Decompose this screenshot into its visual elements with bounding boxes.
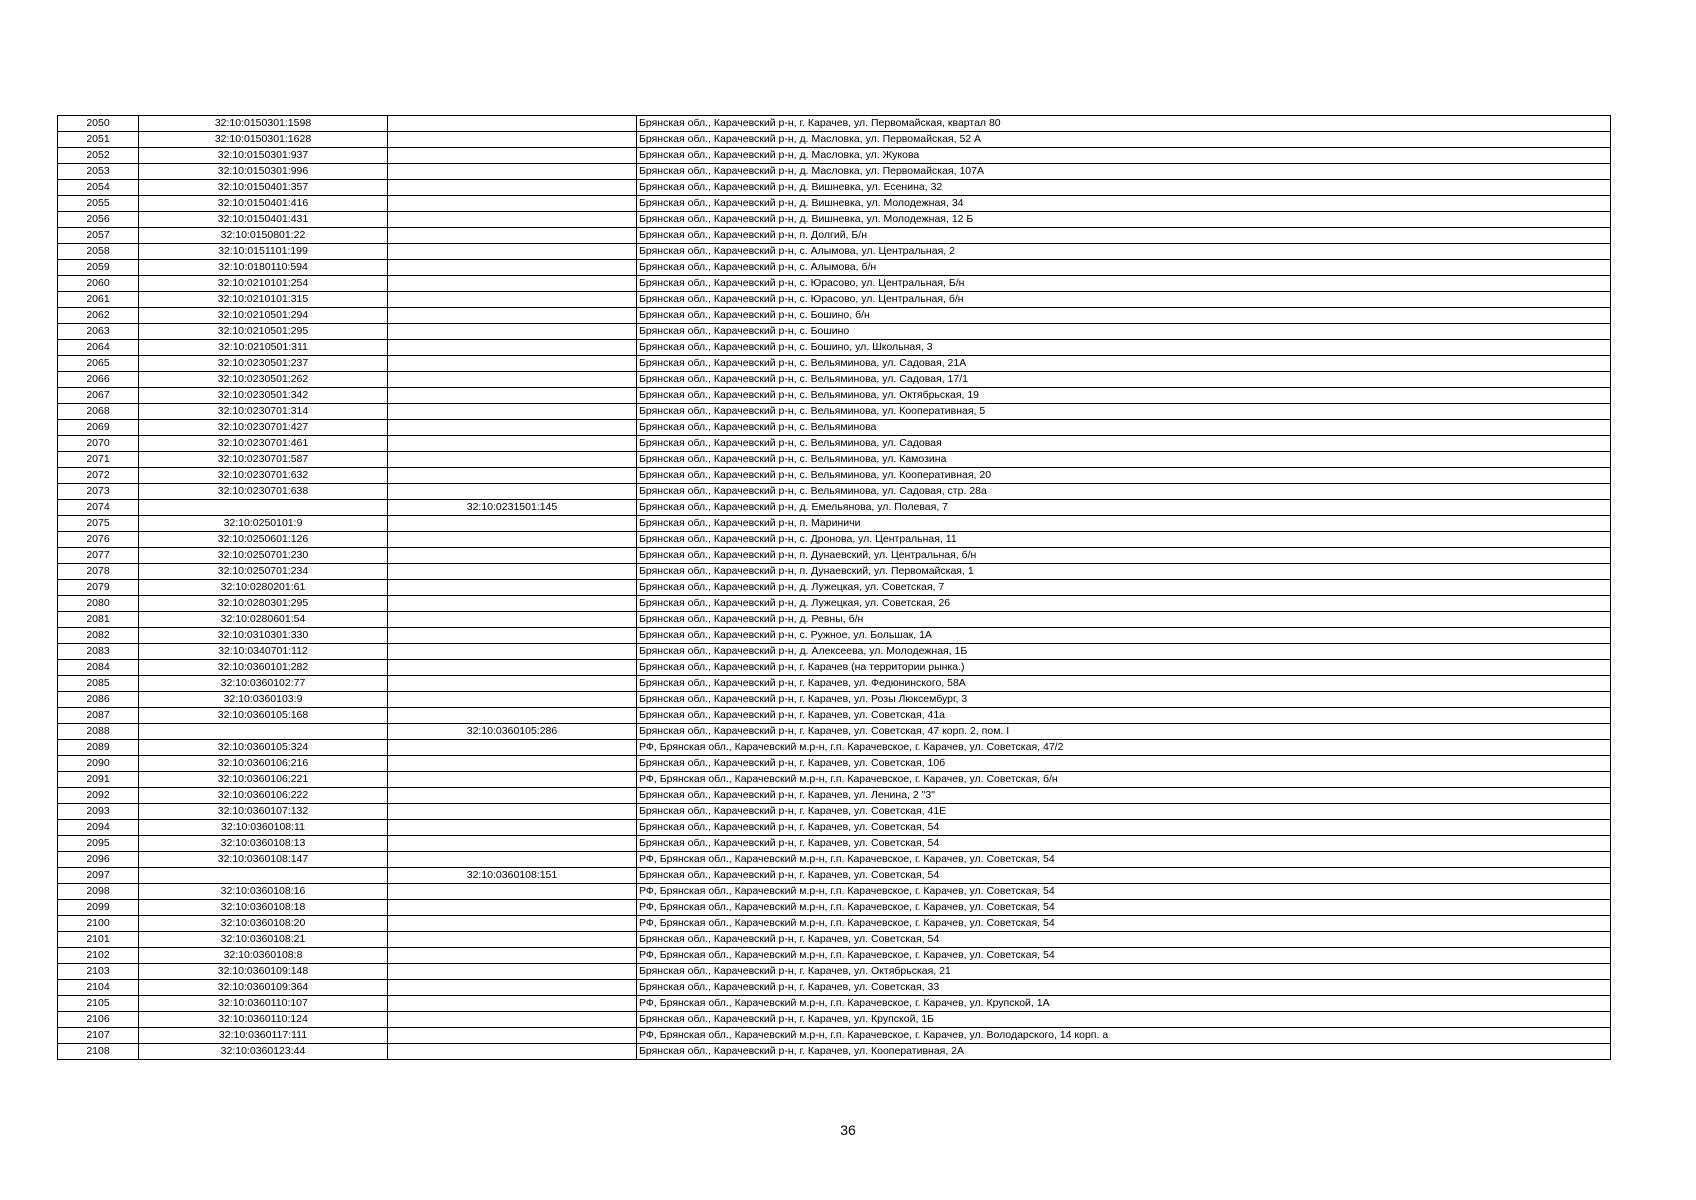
table-row: [58, 292, 1611, 308]
cadastral-number-alt-cell: [388, 628, 637, 644]
table-row: [58, 420, 1611, 436]
row-number-cell: 2092: [58, 788, 139, 804]
row-number-cell: 2106: [58, 1012, 139, 1028]
cadastral-number-cell: 32:10:0360102:77: [139, 676, 388, 692]
cadastral-number-cell: 32:10:0360106:216: [139, 756, 388, 772]
table-row: [58, 516, 1611, 532]
row-number-cell: 2075: [58, 516, 139, 532]
address-cell: Брянская обл., Карачевский р-н, с. Алымова, б/н: [637, 260, 1611, 276]
cadastral-number-alt-cell: [388, 996, 637, 1012]
cadastral-number-cell: 32:10:0230701:587: [139, 452, 388, 468]
row-number-cell: 2072: [58, 468, 139, 484]
table-row: [58, 884, 1611, 900]
address-cell: РФ, Брянская обл., Карачевский м.р-н, г.п. Карачевское, г. Карачев, ул. Советская, 54: [637, 852, 1611, 868]
cadastral-number-alt-cell: [388, 388, 637, 404]
cadastral-number-alt-cell: [388, 884, 637, 900]
table-row: [58, 1028, 1611, 1044]
row-number-cell: 2080: [58, 596, 139, 612]
row-number-cell: 2084: [58, 660, 139, 676]
address-cell: РФ, Брянская обл., Карачевский м.р-н, г.п. Карачевское, г. Карачев, ул. Советская, 54: [637, 948, 1611, 964]
cadastral-number-cell: 32:10:0360109:148: [139, 964, 388, 980]
cadastral-number-cell: 32:10:0210101:254: [139, 276, 388, 292]
cadastral-number-cell: 32:10:0230501:237: [139, 356, 388, 372]
cadastral-number-cell: 32:10:0230501:342: [139, 388, 388, 404]
address-cell: Брянская обл., Карачевский р-н, г. Карачев, ул. Советская, 33: [637, 980, 1611, 996]
cadastral-number-cell: 32:10:0360108:16: [139, 884, 388, 900]
row-number-cell: 2058: [58, 244, 139, 260]
cadastral-number-cell: [139, 500, 388, 516]
row-number-cell: 2050: [58, 116, 139, 132]
table-row: [58, 612, 1611, 628]
cadastral-number-alt-cell: [388, 420, 637, 436]
cadastral-number-alt-cell: [388, 740, 637, 756]
address-cell: Брянская обл., Карачевский р-н, с. Вельяминова, ул. Кооперативная, 20: [637, 468, 1611, 484]
address-cell: Брянская обл., Карачевский р-н, г. Карачев, ул. Советская, 41Е: [637, 804, 1611, 820]
address-cell: Брянская обл., Карачевский р-н, с. Вельяминова, ул. Садовая: [637, 436, 1611, 452]
address-cell: РФ, Брянская обл., Карачевский м.р-н, г.п. Карачевское, г. Карачев, ул. Советская, 54: [637, 900, 1611, 916]
address-cell: Брянская обл., Карачевский р-н, д. Масловка, ул. Жукова: [637, 148, 1611, 164]
cadastral-number-cell: 32:10:0360108:8: [139, 948, 388, 964]
address-cell: Брянская обл., Карачевский р-н, д. Вишневка, ул. Молодежная, 12 Б: [637, 212, 1611, 228]
address-cell: Брянская обл., Карачевский р-н, с. Бошино: [637, 324, 1611, 340]
cadastral-number-cell: 32:10:0360107:132: [139, 804, 388, 820]
table-row: [58, 468, 1611, 484]
cadastral-number-alt-cell: [388, 148, 637, 164]
table-row: [58, 244, 1611, 260]
address-cell: РФ, Брянская обл., Карачевский м.р-н, г.п. Карачевское, г. Карачев, ул. Советская, 47/2: [637, 740, 1611, 756]
table-row: [58, 868, 1611, 884]
cadastral-number-cell: 32:10:0360108:11: [139, 820, 388, 836]
row-number-cell: 2089: [58, 740, 139, 756]
table-row: [58, 340, 1611, 356]
table-row: [58, 724, 1611, 740]
table-row: [58, 212, 1611, 228]
cadastral-number-cell: 32:10:0360123:44: [139, 1044, 388, 1060]
address-cell: Брянская обл., Карачевский р-н, с. Вельяминова, ул. Садовая, 17/1: [637, 372, 1611, 388]
cadastral-number-cell: 32:10:0230701:314: [139, 404, 388, 420]
address-cell: Брянская обл., Карачевский р-н, с. Вельяминова, ул. Октябрьская, 19: [637, 388, 1611, 404]
row-number-cell: 2055: [58, 196, 139, 212]
table-row: [58, 980, 1611, 996]
cadastral-number-alt-cell: [388, 308, 637, 324]
cadastral-number-alt-cell: [388, 1028, 637, 1044]
address-cell: Брянская обл., Карачевский р-н, г. Карачев, ул. Советская, 10б: [637, 756, 1611, 772]
cadastral-number-cell: 32:10:0150401:357: [139, 180, 388, 196]
row-number-cell: 2053: [58, 164, 139, 180]
cadastral-number-alt-cell: [388, 820, 637, 836]
table-row: [58, 372, 1611, 388]
cadastral-number-cell: 32:10:0150301:1598: [139, 116, 388, 132]
address-cell: Брянская обл., Карачевский р-н, д. Вишневка, ул. Есенина, 32: [637, 180, 1611, 196]
cadastral-number-alt-cell: [388, 644, 637, 660]
cadastral-number-alt-cell: [388, 932, 637, 948]
address-cell: Брянская обл., Карачевский р-н, д. Масловка, ул. Первомайская, 107А: [637, 164, 1611, 180]
table-row: [58, 228, 1611, 244]
row-number-cell: 2071: [58, 452, 139, 468]
table-row: [58, 676, 1611, 692]
table-row: [58, 356, 1611, 372]
table-row: [58, 500, 1611, 516]
address-cell: Брянская обл., Карачевский р-н, г. Карачев, ул. Первомайская, квартал 80: [637, 116, 1611, 132]
table-row: [58, 180, 1611, 196]
address-cell: Брянская обл., Карачевский р-н, п. Мариничи: [637, 516, 1611, 532]
row-number-cell: 2096: [58, 852, 139, 868]
table-row: [58, 452, 1611, 468]
table-row: [58, 404, 1611, 420]
row-number-cell: 2076: [58, 532, 139, 548]
row-number-cell: 2068: [58, 404, 139, 420]
cadastral-number-cell: 32:10:0180110:594: [139, 260, 388, 276]
cadastral-number-cell: 32:10:0360103:9: [139, 692, 388, 708]
table-row: [58, 308, 1611, 324]
row-number-cell: 2065: [58, 356, 139, 372]
table-row: [58, 1044, 1611, 1060]
address-cell: Брянская обл., Карачевский р-н, г. Карачев, ул. Кооперативная, 2А: [637, 1044, 1611, 1060]
cadastral-number-cell: 32:10:0360108:18: [139, 900, 388, 916]
address-cell: Брянская обл., Карачевский р-н, с. Бошино, ул. Школьная, 3: [637, 340, 1611, 356]
table-row: [58, 436, 1611, 452]
cadastral-number-cell: 32:10:0360101:282: [139, 660, 388, 676]
row-number-cell: 2105: [58, 996, 139, 1012]
table-row: [58, 132, 1611, 148]
cadastral-number-alt-cell: [388, 900, 637, 916]
cadastral-number-cell: 32:10:0150801:22: [139, 228, 388, 244]
row-number-cell: 2064: [58, 340, 139, 356]
row-number-cell: 2095: [58, 836, 139, 852]
table-row: [58, 916, 1611, 932]
address-cell: Брянская обл., Карачевский р-н, д. Лужецкая, ул. Советская, 7: [637, 580, 1611, 596]
cadastral-number-cell: 32:10:0360109:364: [139, 980, 388, 996]
row-number-cell: 2108: [58, 1044, 139, 1060]
cadastral-number-alt-cell: [388, 852, 637, 868]
registry-table: [57, 115, 1611, 1060]
cadastral-number-alt-cell: [388, 548, 637, 564]
address-cell: Брянская обл., Карачевский р-н, г. Карачев, ул. Советская, 54: [637, 820, 1611, 836]
cadastral-number-alt-cell: [388, 772, 637, 788]
cadastral-number-cell: 32:10:0150301:937: [139, 148, 388, 164]
cadastral-number-alt-cell: [388, 836, 637, 852]
cadastral-number-alt-cell: [388, 372, 637, 388]
table-row: [58, 756, 1611, 772]
cadastral-number-cell: 32:10:0230701:427: [139, 420, 388, 436]
cadastral-number-alt-cell: 32:10:0360105:286: [388, 724, 637, 740]
table-row: [58, 964, 1611, 980]
table-row: [58, 932, 1611, 948]
address-cell: Брянская обл., Карачевский р-н, п. Долгий, Б/н: [637, 228, 1611, 244]
address-cell: РФ, Брянская обл., Карачевский м.р-н, г.п. Карачевское, г. Карачев, ул. Крупской, 1А: [637, 996, 1611, 1012]
cadastral-number-alt-cell: [388, 692, 637, 708]
cadastral-number-alt-cell: [388, 292, 637, 308]
cadastral-number-alt-cell: [388, 276, 637, 292]
table-row: [58, 564, 1611, 580]
address-cell: Брянская обл., Карачевский р-н, д. Масловка, ул. Первомайская, 52 А: [637, 132, 1611, 148]
row-number-cell: 2083: [58, 644, 139, 660]
row-number-cell: 2060: [58, 276, 139, 292]
row-number-cell: 2054: [58, 180, 139, 196]
address-cell: Брянская обл., Карачевский р-н, г. Карачев (на территории рынка.): [637, 660, 1611, 676]
row-number-cell: 2078: [58, 564, 139, 580]
cadastral-number-cell: 32:10:0340701:112: [139, 644, 388, 660]
cadastral-number-alt-cell: [388, 340, 637, 356]
row-number-cell: 2081: [58, 612, 139, 628]
address-cell: Брянская обл., Карачевский р-н, с. Юрасово, ул. Центральная, б/н: [637, 292, 1611, 308]
cadastral-number-alt-cell: [388, 516, 637, 532]
address-cell: Брянская обл., Карачевский р-н, г. Карачев, ул. Советская, 54: [637, 932, 1611, 948]
cadastral-number-alt-cell: [388, 228, 637, 244]
address-cell: Брянская обл., Карачевский р-н, с. Юрасово, ул. Центральная, Б/н: [637, 276, 1611, 292]
cadastral-number-alt-cell: [388, 436, 637, 452]
table-row: [58, 276, 1611, 292]
address-cell: Брянская обл., Карачевский р-н, г. Карачев, ул. Советская, 54: [637, 836, 1611, 852]
cadastral-number-alt-cell: [388, 596, 637, 612]
cadastral-number-cell: 32:10:0360110:124: [139, 1012, 388, 1028]
cadastral-number-alt-cell: [388, 484, 637, 500]
address-cell: Брянская обл., Карачевский р-н, г. Карачев, ул. Советская, 41а: [637, 708, 1611, 724]
cadastral-number-cell: 32:10:0280301:295: [139, 596, 388, 612]
cadastral-number-alt-cell: [388, 1044, 637, 1060]
row-number-cell: 2067: [58, 388, 139, 404]
row-number-cell: 2059: [58, 260, 139, 276]
address-cell: Брянская обл., Карачевский р-н, с. Вельяминова, ул. Садовая, стр. 28а: [637, 484, 1611, 500]
table-row: [58, 548, 1611, 564]
address-cell: Брянская обл., Карачевский р-н, д. Ревны, б/н: [637, 612, 1611, 628]
cadastral-number-alt-cell: [388, 788, 637, 804]
table-row: [58, 1012, 1611, 1028]
table-row: [58, 996, 1611, 1012]
cadastral-number-alt-cell: [388, 756, 637, 772]
cadastral-number-alt-cell: [388, 1012, 637, 1028]
cadastral-number-cell: 32:10:0150401:416: [139, 196, 388, 212]
address-cell: Брянская обл., Карачевский р-н, г. Карачев, ул. Ленина, 2 "3": [637, 788, 1611, 804]
row-number-cell: 2069: [58, 420, 139, 436]
row-number-cell: 2085: [58, 676, 139, 692]
row-number-cell: 2056: [58, 212, 139, 228]
table-row: [58, 484, 1611, 500]
table-row: [58, 196, 1611, 212]
table-row: [58, 660, 1611, 676]
address-cell: Брянская обл., Карачевский р-н, с. Дронова, ул. Центральная, 11: [637, 532, 1611, 548]
cadastral-number-cell: 32:10:0210501:311: [139, 340, 388, 356]
row-number-cell: 2107: [58, 1028, 139, 1044]
cadastral-number-cell: 32:10:0360108:147: [139, 852, 388, 868]
cadastral-number-cell: 32:10:0360108:13: [139, 836, 388, 852]
address-cell: Брянская обл., Карачевский р-н, п. Дунаевский, ул. Центральная, б/н: [637, 548, 1611, 564]
table-row: [58, 596, 1611, 612]
row-number-cell: 2077: [58, 548, 139, 564]
address-cell: Брянская обл., Карачевский р-н, г. Карачев, ул. Федюнинского, 58А: [637, 676, 1611, 692]
table-row: [58, 260, 1611, 276]
cadastral-number-alt-cell: [388, 356, 637, 372]
address-cell: Брянская обл., Карачевский р-н, г. Карачев, ул. Октябрьская, 21: [637, 964, 1611, 980]
cadastral-number-alt-cell: [388, 404, 637, 420]
cadastral-number-alt-cell: [388, 196, 637, 212]
address-cell: Брянская обл., Карачевский р-н, д. Алексеева, ул. Молодежная, 1Б: [637, 644, 1611, 660]
cadastral-number-alt-cell: [388, 180, 637, 196]
row-number-cell: 2098: [58, 884, 139, 900]
table-row: [58, 388, 1611, 404]
row-number-cell: 2099: [58, 900, 139, 916]
address-cell: Брянская обл., Карачевский р-н, д. Лужецкая, ул. Советская, 26: [637, 596, 1611, 612]
table-row: [58, 820, 1611, 836]
cadastral-number-cell: 32:10:0360117:111: [139, 1028, 388, 1044]
cadastral-number-alt-cell: [388, 452, 637, 468]
cadastral-number-cell: 32:10:0250701:234: [139, 564, 388, 580]
table-row: [58, 852, 1611, 868]
address-cell: РФ, Брянская обл., Карачевский м.р-н, г.п. Карачевское, г. Карачев, ул. Советская, 54: [637, 916, 1611, 932]
row-number-cell: 2086: [58, 692, 139, 708]
row-number-cell: 2082: [58, 628, 139, 644]
row-number-cell: 2097: [58, 868, 139, 884]
row-number-cell: 2070: [58, 436, 139, 452]
row-number-cell: 2093: [58, 804, 139, 820]
cadastral-number-cell: 32:10:0230701:632: [139, 468, 388, 484]
address-cell: Брянская обл., Карачевский р-н, г. Карачев, ул. Крупской, 1Б: [637, 1012, 1611, 1028]
cadastral-number-cell: 32:10:0360108:20: [139, 916, 388, 932]
table-row: [58, 628, 1611, 644]
cadastral-number-cell: 32:10:0150301:1628: [139, 132, 388, 148]
table-row: [58, 164, 1611, 180]
cadastral-number-cell: [139, 724, 388, 740]
address-cell: Брянская обл., Карачевский р-н, п. Дунаевский, ул. Первомайская, 1: [637, 564, 1611, 580]
address-cell: Брянская обл., Карачевский р-н, г. Карачев, ул. Советская, 54: [637, 868, 1611, 884]
row-number-cell: 2063: [58, 324, 139, 340]
address-cell: Брянская обл., Карачевский р-н, с. Ружное, ул. Большак, 1А: [637, 628, 1611, 644]
cadastral-number-alt-cell: [388, 212, 637, 228]
cadastral-number-cell: 32:10:0360110:107: [139, 996, 388, 1012]
cadastral-number-alt-cell: [388, 244, 637, 260]
table-row: [58, 644, 1611, 660]
address-cell: РФ, Брянская обл., Карачевский м.р-н, г.п. Карачевское, г. Карачев, ул. Володарского, 14 корп. а: [637, 1028, 1611, 1044]
cadastral-number-alt-cell: [388, 580, 637, 596]
table-row: [58, 324, 1611, 340]
cadastral-number-cell: 32:10:0250601:126: [139, 532, 388, 548]
cadastral-number-alt-cell: [388, 132, 637, 148]
cadastral-number-cell: 32:10:0280601:54: [139, 612, 388, 628]
cadastral-number-alt-cell: [388, 916, 637, 932]
row-number-cell: 2074: [58, 500, 139, 516]
cadastral-number-alt-cell: [388, 468, 637, 484]
table-row: [58, 692, 1611, 708]
cadastral-number-alt-cell: [388, 980, 637, 996]
address-cell: РФ, Брянская обл., Карачевский м.р-н, г.п. Карачевское, г. Карачев, ул. Советская, 54: [637, 884, 1611, 900]
table-row: [58, 788, 1611, 804]
row-number-cell: 2100: [58, 916, 139, 932]
row-number-cell: 2079: [58, 580, 139, 596]
cadastral-number-alt-cell: 32:10:0231501:145: [388, 500, 637, 516]
row-number-cell: 2094: [58, 820, 139, 836]
row-number-cell: 2061: [58, 292, 139, 308]
row-number-cell: 2066: [58, 372, 139, 388]
table-row: [58, 532, 1611, 548]
cadastral-number-cell: 32:10:0210101:315: [139, 292, 388, 308]
cadastral-number-cell: 32:10:0310301:330: [139, 628, 388, 644]
cadastral-number-alt-cell: [388, 676, 637, 692]
address-cell: Брянская обл., Карачевский р-н, с. Вельяминова, ул. Садовая, 21А: [637, 356, 1611, 372]
registry-table-body: [58, 116, 1611, 1060]
cadastral-number-cell: [139, 868, 388, 884]
page-number: 36: [840, 1122, 856, 1138]
cadastral-number-alt-cell: [388, 532, 637, 548]
row-number-cell: 2091: [58, 772, 139, 788]
row-number-cell: 2104: [58, 980, 139, 996]
table-row: [58, 900, 1611, 916]
address-cell: Брянская обл., Карачевский р-н, г. Карачев, ул. Розы Люксембург, 3: [637, 692, 1611, 708]
cadastral-number-alt-cell: [388, 708, 637, 724]
cadastral-number-alt-cell: [388, 804, 637, 820]
cadastral-number-cell: 32:10:0250101:9: [139, 516, 388, 532]
table-row: [58, 948, 1611, 964]
address-cell: Брянская обл., Карачевский р-н, с. Вельяминова, ул. Камозина: [637, 452, 1611, 468]
row-number-cell: 2087: [58, 708, 139, 724]
cadastral-number-cell: 32:10:0360106:222: [139, 788, 388, 804]
cadastral-number-cell: 32:10:0280201:61: [139, 580, 388, 596]
cadastral-number-alt-cell: [388, 612, 637, 628]
cadastral-number-alt-cell: [388, 324, 637, 340]
cadastral-number-alt-cell: [388, 564, 637, 580]
row-number-cell: 2057: [58, 228, 139, 244]
row-number-cell: 2103: [58, 964, 139, 980]
row-number-cell: 2088: [58, 724, 139, 740]
address-cell: Брянская обл., Карачевский р-н, с. Бошино, б/н: [637, 308, 1611, 324]
cadastral-number-cell: 32:10:0210501:295: [139, 324, 388, 340]
row-number-cell: 2051: [58, 132, 139, 148]
table-row: [58, 116, 1611, 132]
address-cell: РФ, Брянская обл., Карачевский м.р-н, г.п. Карачевское, г. Карачев, ул. Советская, б/н: [637, 772, 1611, 788]
cadastral-number-cell: 32:10:0210501:294: [139, 308, 388, 324]
cadastral-number-cell: 32:10:0230501:262: [139, 372, 388, 388]
table-row: [58, 580, 1611, 596]
cadastral-number-cell: 32:10:0360108:21: [139, 932, 388, 948]
row-number-cell: 2090: [58, 756, 139, 772]
table-row: [58, 772, 1611, 788]
cadastral-number-cell: 32:10:0360105:324: [139, 740, 388, 756]
cadastral-number-cell: 32:10:0360105:168: [139, 708, 388, 724]
cadastral-number-cell: 32:10:0230701:638: [139, 484, 388, 500]
cadastral-number-alt-cell: [388, 964, 637, 980]
cadastral-number-cell: 32:10:0250701:230: [139, 548, 388, 564]
cadastral-number-alt-cell: [388, 660, 637, 676]
row-number-cell: 2052: [58, 148, 139, 164]
address-cell: Брянская обл., Карачевский р-н, д. Вишневка, ул. Молодежная, 34: [637, 196, 1611, 212]
row-number-cell: 2102: [58, 948, 139, 964]
table-row: [58, 148, 1611, 164]
cadastral-number-alt-cell: [388, 116, 637, 132]
address-cell: Брянская обл., Карачевский р-н, с. Вельяминова: [637, 420, 1611, 436]
table-row: [58, 740, 1611, 756]
cadastral-number-cell: 32:10:0151101:199: [139, 244, 388, 260]
cadastral-number-cell: 32:10:0150301:996: [139, 164, 388, 180]
address-cell: Брянская обл., Карачевский р-н, с. Алымова, ул. Центральная, 2: [637, 244, 1611, 260]
cadastral-number-cell: 32:10:0360106:221: [139, 772, 388, 788]
row-number-cell: 2062: [58, 308, 139, 324]
row-number-cell: 2073: [58, 484, 139, 500]
table-row: [58, 804, 1611, 820]
row-number-cell: 2101: [58, 932, 139, 948]
address-cell: Брянская обл., Карачевский р-н, с. Вельяминова, ул. Кооперативная, 5: [637, 404, 1611, 420]
cadastral-number-alt-cell: [388, 260, 637, 276]
address-cell: Брянская обл., Карачевский р-н, г. Карачев, ул. Советская, 47 корп. 2, пом. I: [637, 724, 1611, 740]
cadastral-number-alt-cell: [388, 948, 637, 964]
cadastral-number-alt-cell: [388, 164, 637, 180]
cadastral-number-cell: 32:10:0230701:461: [139, 436, 388, 452]
cadastral-number-cell: 32:10:0150401:431: [139, 212, 388, 228]
table-row: [58, 836, 1611, 852]
address-cell: Брянская обл., Карачевский р-н, д. Емельянова, ул. Полевая, 7: [637, 500, 1611, 516]
cadastral-number-alt-cell: 32:10:0360108:151: [388, 868, 637, 884]
table-row: [58, 708, 1611, 724]
